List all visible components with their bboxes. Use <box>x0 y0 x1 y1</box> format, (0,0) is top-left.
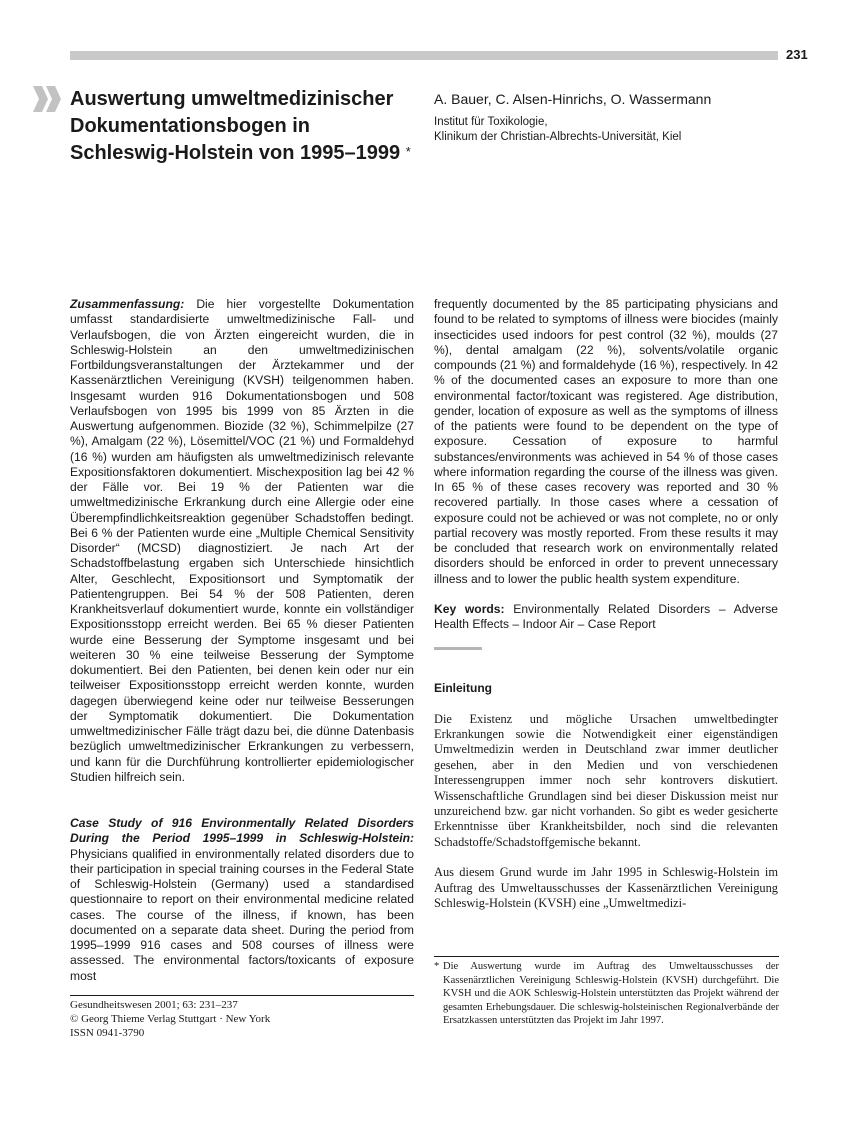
abstract-german <box>70 297 414 785</box>
affiliation-line: Institut für Toxikologie, <box>434 116 548 128</box>
title-line: Dokumentationsbogen in <box>70 115 310 137</box>
footnote <box>434 960 779 1028</box>
citation-copyright: © Georg Thieme Verlag Stuttgart · New York <box>70 1013 271 1025</box>
article-title <box>70 86 420 167</box>
keywords <box>434 602 778 633</box>
abstract-english-text-left: Physicians qualified in environmentally related disorders due to their participation in special training courses in the Federal State of Schleswig-Holstein (Germany) used a standardised questionnaire to report on their environmental medicine related cases. The course of the illness, if known, has been documented on a separate data sheet. During the period from 1995–1999 916 cases and 508 courses of illness were assessed. The environmental factors/toxicants of exposure most <box>70 846 414 983</box>
introduction-paragraph: Aus diesem Grund wurde im Jahr 1995 in Schleswig-Holstein im Auftrag des Umweltausschusses der Kassenärztlichen Vereinigung Schleswig-Holstein (KVSH) eine „Umweltmedizi- <box>434 865 778 910</box>
footnote-text: Die Auswertung wurde im Auftrag des Umweltausschusses der Kassenärztlichen Vereinigung Schleswig-Holstein (KVSH) durchgeführt. Die KVSH und die AOK Schleswig-Holstein unterstützten das Projekt während der gesamten Erhebungsdauer. Die schleswig-holsteinischen Regionalverbände der Ersatzkassen unterstützten das Projekt im Jahr 1997. <box>443 961 779 1027</box>
authors: A. Bauer, C. Alsen-Hinrichs, O. Wassermann <box>434 91 712 107</box>
affiliation-line: Klinikum der Christian-Albrechts-Universität, Kiel <box>434 131 682 143</box>
abstract-english <box>70 816 414 984</box>
title-line: Auswertung umweltmedizinischer <box>70 88 394 110</box>
introduction-paragraph: Die Existenz und mögliche Ursachen umweltbedingter Erkrankungen sowie die Notwendigkeit einer eigenständigen Umweltmedizin werden in Deutschland zwar immer deutlicher gesehen, aber in den Medien und von verschiedenen Interessengruppen immer noch sehr kontrovers diskutiert. Wissenschaftliche Grundlagen sind bei dieser Diskussion meist nur unzureichend bzw. gar nicht vorhanden. So gibt es weder gesicherte Erkenntnisse über Krankheitsbilder, noch sind die relevanten Schadstoffe/Schadstoffgemische bekannt. <box>434 711 778 849</box>
footnote-rule <box>434 956 779 957</box>
keywords-label: Key words: <box>434 601 505 616</box>
affiliation <box>434 115 681 145</box>
abstract-english-continued: frequently documented by the 85 participating physicians and found to be related to symptoms of illness were biocides (mainly insecticides used indoors for pest control (32 %), moulds (27 %), dental amalgam (22 %), solvents/volatile organic compounds (21 %) and formaldehyde (16 %), respectively. In 42 % of the documented cases an exposure to more than one environmental factor/toxicant was registered. Age distribution, gender, location of exposure as well as the symptoms of illness of the patients were found to be dependent on the type of exposure. Cessation of exposure to harmful substances/environments was achieved in 54 % of those cases where information regarding the course of the illness was given. In 65 % of these cases recovery was reported and 30 % recovered partially. In those cases where a cessation of exposure could not be achieved or was not complete, no or only partial recovery was mostly reported. From these results it may be concluded that research work on environmentally related disorders should be enforced in order to prevent unnecessary illness and to lower the public health system expenditure. <box>434 297 778 586</box>
title-line: Schleswig-Holstein von 1995–1999 * <box>70 142 411 164</box>
abstract-english-label: Case Study of 916 Environmentally Related Disorders During the Period 1995–1999 in Schleswig-Holstein: <box>70 816 414 846</box>
title-footnote-marker: * <box>405 144 411 159</box>
citation-journal: Gesundheitswesen 2001; 63: 231–237 <box>70 999 238 1011</box>
abstract-german-label: Zusammenfassung: <box>70 297 185 311</box>
section-heading-einleitung: Einleitung <box>434 681 492 696</box>
keywords-text: Environmentally Related Disorders – Adverse Health Effects – Indoor Air – Case Report <box>434 601 778 631</box>
citation-issn: ISSN 0941-3790 <box>70 1027 145 1039</box>
abstract-german-text: Die hier vorgestellte Dokumentation umfasst standardisierte umweltmedizinische Fall- und Verlaufsbogen, die von Ärzten eingereicht wurden, die in Schleswig-Holstein an den umweltmedizinischen Fortbildungsveranstaltungen der Ärztekammer und der Kassenärztlichen Vereinigung (KVSH) teilgenommen haben. Insgesamt wurden 916 Dokumentationsbogen und 508 Verlaufsbogen von 1995 bis 1999 von 85 Ärzten in die Auswertung aufgenommen. Biozide (32 %), Schimmelpilze (27 %), Amalgam (22 %), Lösemittel/VOC (21 %) und Formaldehyd (16 %) wurden am häufigsten als umweltmedizinisch relevante Expositionsfaktoren dokumentiert. Mischexposition lag bei 42 % der Fälle vor. Bei 19 % der Patienten war die umweltmedizinische Erkrankung durch eine Allergie oder eine Überempfindlichkeitsreaktion gegenüber Schadstoffen bedingt. Bei 6 % der Patienten wurde eine „Multiple Chemical Sensitivity Disorder“ (MCSD) diagnostiziert. Je nach Art der Schadstoffbelastung ergaben sich Unterschiede hinsichtlich Alter, Geschlecht, Expositionsort und Symptomatik der Patientengruppen. Bei 54 % der 508 Patienten, deren Krankheitsverlauf dokumentiert wurde, konnte ein vollständiger Expositionsstopp erreicht werden. Bei 65 % dieser Patienten wurde eine Besserung der Symptome insgesamt und bei weiteren 30 % eine teilweise Besserung der Symptome dokumentiert. Bei den Patienten, bei denen kein oder nur ein teilweiser Expositionsstopp erreicht werden konnte, wurden dagegen überwiegend keine oder nur teilweise Besserungen der Symptomatik dokumentiert. Die Dokumentation umweltmedizinischer Fälle trägt dazu bei, die dünne Datenbasis bezüglich umweltmedizinischer Erkrankungen zu verbessern, und kann für die Durchführung kontrollierter epidemiologischer Studien hilfreich sein. <box>70 297 414 784</box>
left-column <box>70 297 414 984</box>
section-marker-icon <box>33 86 63 112</box>
abstract-end-rule <box>434 647 482 650</box>
citation <box>70 998 270 1040</box>
page-number: 231 <box>786 47 808 62</box>
footnote-marker: * <box>434 961 440 972</box>
right-column <box>434 297 778 911</box>
header-rule <box>70 51 778 60</box>
citation-rule <box>70 995 414 996</box>
